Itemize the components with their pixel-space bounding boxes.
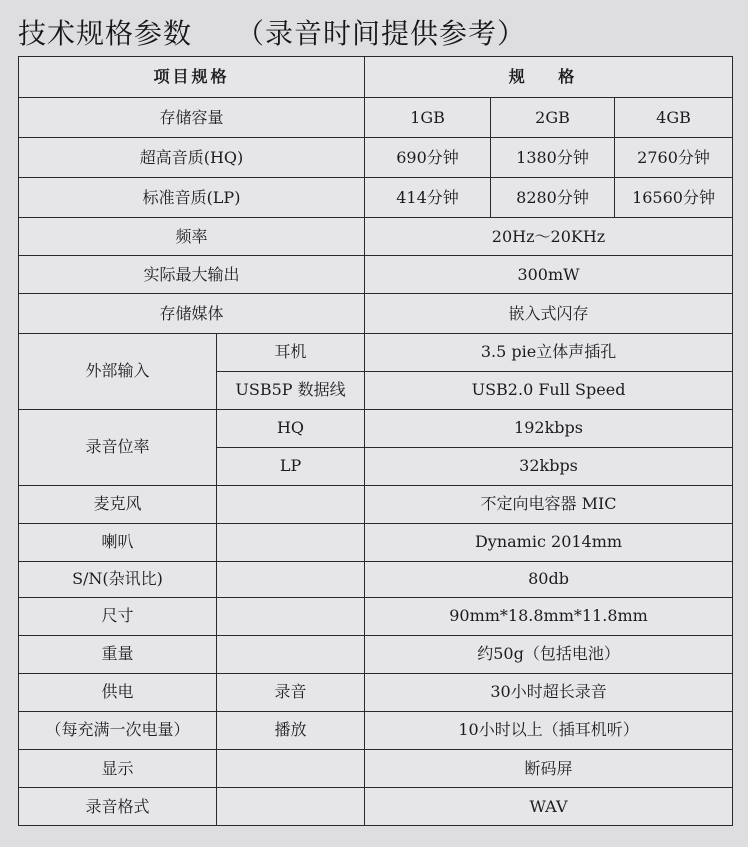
- table-row-hq-quality: [19, 138, 733, 178]
- title-main: 技术规格参数: [18, 17, 193, 50]
- table-row-media: [19, 294, 733, 333]
- mic-empty: [217, 485, 365, 523]
- table-row-power-record: [19, 673, 733, 711]
- weight-label: 重量: [19, 635, 217, 673]
- power-record-label: 录音: [217, 673, 365, 711]
- weight-value: 约50g（包括电池）: [365, 635, 733, 673]
- table-row-power-play: [19, 711, 733, 749]
- power-record-value: 30小时超长录音: [365, 673, 733, 711]
- format-value: WAV: [365, 787, 733, 825]
- hq-quality-2gb: 1380分钟: [491, 138, 615, 178]
- max-output-label: 实际最大输出: [19, 256, 365, 294]
- table-row-format: [19, 787, 733, 825]
- storage-4gb: 4GB: [615, 98, 733, 138]
- storage-1gb: 1GB: [365, 98, 491, 138]
- ext-earphone-label: 耳机: [217, 333, 365, 371]
- table-row-ext-earphone: [19, 333, 733, 371]
- snr-empty: [217, 561, 365, 597]
- format-empty: [217, 787, 365, 825]
- speaker-label: 喇叭: [19, 523, 217, 561]
- table-row-header: [19, 57, 733, 98]
- hq-quality-1gb: 690分钟: [365, 138, 491, 178]
- table-row-lp-quality: [19, 178, 733, 218]
- ext-input-label: 外部输入: [19, 333, 217, 409]
- lp-quality-4gb: 16560分钟: [615, 178, 733, 218]
- media-value: 嵌入式闪存: [365, 294, 733, 333]
- bitrate-lp-label: LP: [217, 447, 365, 485]
- power-play-label: 播放: [217, 711, 365, 749]
- bitrate-label: 录音位率: [19, 409, 217, 485]
- lp-quality-1gb: 414分钟: [365, 178, 491, 218]
- display-label: 显示: [19, 749, 217, 787]
- ext-usb-value: USB2.0 Full Speed: [365, 371, 733, 409]
- display-value: 断码屏: [365, 749, 733, 787]
- speaker-value: Dynamic 2014mm: [365, 523, 733, 561]
- snr-value: 80db: [365, 561, 733, 597]
- power-note: （每充满一次电量）: [19, 711, 217, 749]
- snr-label: S/N(杂讯比): [19, 561, 217, 597]
- display-empty: [217, 749, 365, 787]
- table-row-storage: [19, 98, 733, 138]
- table-row-frequency: [19, 218, 733, 256]
- table-row-display: [19, 749, 733, 787]
- power-label: 供电: [19, 673, 217, 711]
- table-row-bitrate-hq: [19, 409, 733, 447]
- table-row-weight: [19, 635, 733, 673]
- weight-empty: [217, 635, 365, 673]
- table-row-mic: [19, 485, 733, 523]
- title-subtitle: （录音时间提供参考）: [236, 17, 527, 50]
- header-item: 项目规格: [19, 57, 365, 98]
- table-row-speaker: [19, 523, 733, 561]
- ext-usb-label: USB5P 数据线: [217, 371, 365, 409]
- format-label: 录音格式: [19, 787, 217, 825]
- speaker-empty: [217, 523, 365, 561]
- bitrate-hq-label: HQ: [217, 409, 365, 447]
- hq-quality-4gb: 2760分钟: [615, 138, 733, 178]
- storage-label: 存储容量: [19, 98, 365, 138]
- bitrate-hq-value: 192kbps: [365, 409, 733, 447]
- media-label: 存储媒体: [19, 294, 365, 333]
- page-title: [18, 12, 526, 52]
- bitrate-lp-value: 32kbps: [365, 447, 733, 485]
- mic-label: 麦克风: [19, 485, 217, 523]
- mic-value: 不定向电容器 MIC: [365, 485, 733, 523]
- max-output-value: 300mW: [365, 256, 733, 294]
- lp-quality-label: 标准音质(LP): [19, 178, 365, 218]
- frequency-label: 频率: [19, 218, 365, 256]
- frequency-value: 20Hz～20KHz: [365, 218, 733, 256]
- header-spec: 规 格: [365, 57, 733, 98]
- size-value: 90mm*18.8mm*11.8mm: [365, 597, 733, 635]
- spec-table: [18, 56, 733, 826]
- table-row-size: [19, 597, 733, 635]
- storage-2gb: 2GB: [491, 98, 615, 138]
- hq-quality-label: 超高音质(HQ): [19, 138, 365, 178]
- lp-quality-2gb: 8280分钟: [491, 178, 615, 218]
- size-label: 尺寸: [19, 597, 217, 635]
- table-row-snr: [19, 561, 733, 597]
- power-play-value: 10小时以上（插耳机听）: [365, 711, 733, 749]
- ext-earphone-value: 3.5 pie立体声插孔: [365, 333, 733, 371]
- size-empty: [217, 597, 365, 635]
- table-row-max-output: [19, 256, 733, 294]
